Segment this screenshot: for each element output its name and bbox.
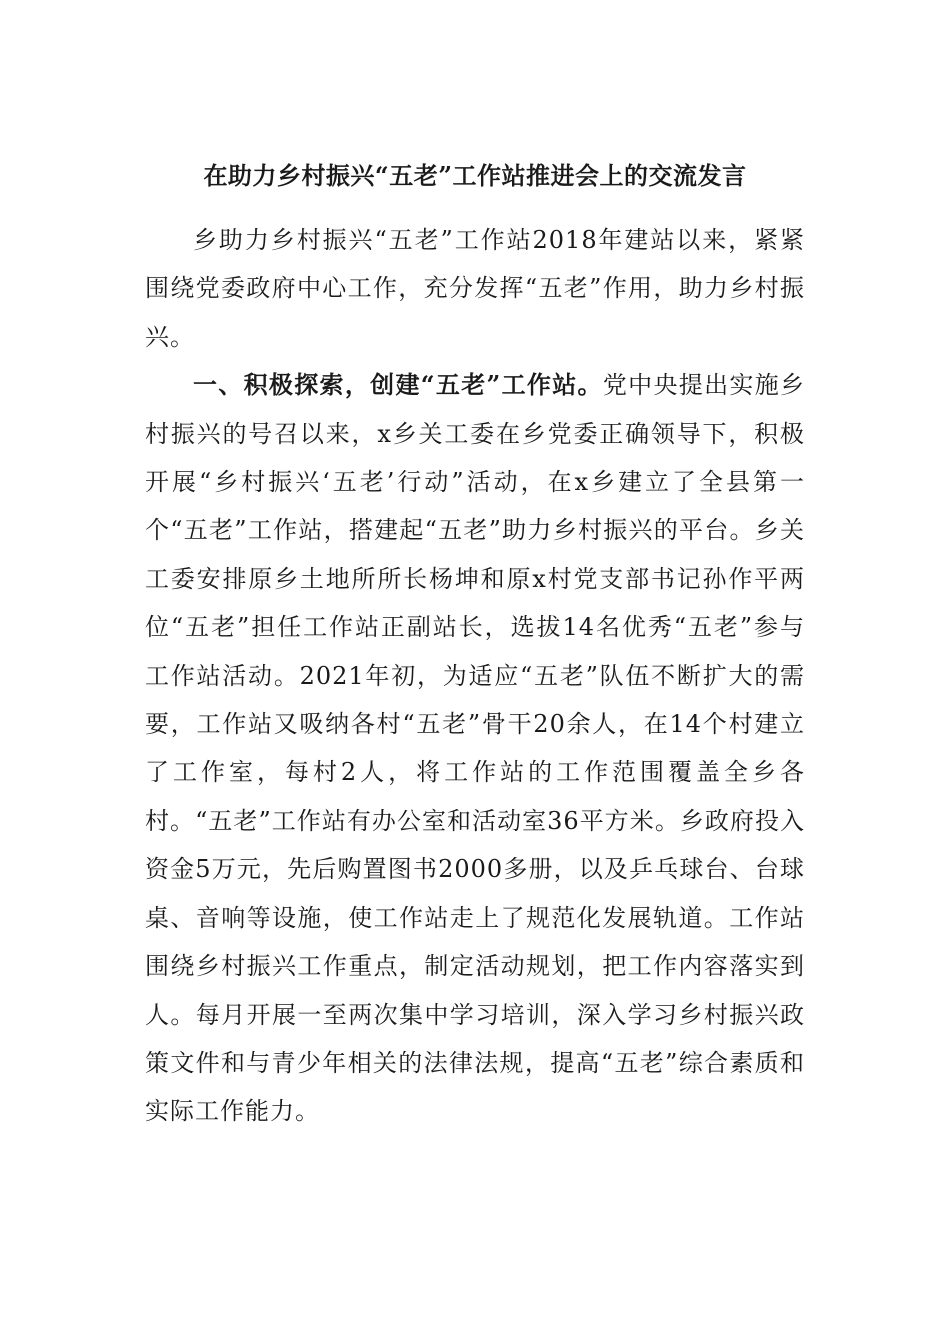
section-1-heading: 一、积极探索，创建“五老”工作站。 (193, 370, 603, 400)
intro-paragraph: 乡助力乡村振兴“五老”工作站2018年建站以来，紧紧围绕党委政府中心工作，充分发挥“五老”作用，助力乡村振兴。 (145, 226, 805, 351)
section-1-paragraph (145, 361, 805, 1136)
section-1-body: 党中央提出实施乡村振兴的号召以来，x乡关工委在乡党委正确领导下，积极开展“乡村振兴‘五老’行动”活动，在x乡建立了全县第一个“五老”工作站，搭建起“五老”助力乡村振兴的平台。乡关工委安排原乡土地所所长杨坤和原x村党支部书记孙作平两位“五老”担任工作站正副站长，选拔14名优秀“五老”参与工作站活动。2021年初，为适应“五老”队伍不断扩大的需要，工作站又吸纳各村“五老”骨干20余人，在14个村建立了工作室，每村2人，将工作站的工作范围覆盖全乡各村。“五老”工作站有办公室和活动室36平方米。乡政府投入资金5万元，先后购置图书2000多册，以及乒乓球台、台球桌、音响等设施，使工作站走上了规范化发展轨道。工作站围绕乡村振兴工作重点，制定活动规划，把工作内容落实到人。每月开展一至两次集中学习培训，深入学习乡村振兴政策文件和与青少年相关的法律法规，提高“五老”综合素质和实际工作能力。 (145, 371, 805, 1126)
document-title: 在助力乡村振兴“五老”工作站推进会上的交流发言 (203, 161, 747, 190)
document-body (145, 216, 805, 1136)
